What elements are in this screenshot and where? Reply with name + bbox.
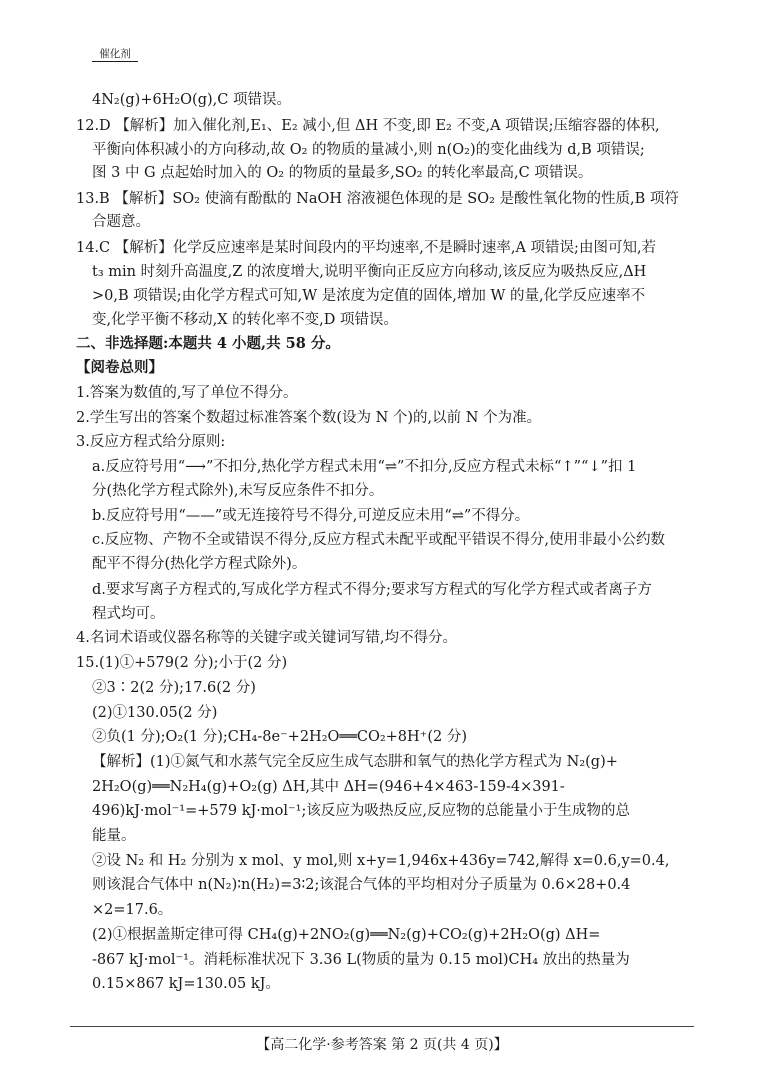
text-line: 2.学生写出的答案个数超过标准答案个数(设为 N 个)的,以前 N 个为准。 bbox=[76, 410, 542, 426]
text-line: 13.B 【解析】SO₂ 使滴有酚酞的 NaOH 溶液褪色体现的是 SO₂ 是酸性氧化物的性质,B 项符 bbox=[76, 191, 679, 207]
text-line: c.反应物、产物不全或错误不得分,反应方程式未配平或配平错误不得分,使用非最小公约数 bbox=[92, 532, 665, 548]
text-line: t₃ min 时刻升高温度,Z 的浓度增大,说明平衡向正反应方向移动,该反应为吸热反应,ΔH bbox=[92, 264, 647, 280]
text-line: ②负(1 分);O₂(1 分);CH₄-8e⁻+2H₂O══CO₂+8H⁺(2 分) bbox=[92, 729, 467, 745]
section-heading: 二、非选择题:本题共 4 小题,共 58 分。 bbox=[76, 335, 340, 352]
catalyst-condition: 催化剂 bbox=[92, 48, 138, 62]
text-line: >0,B 项错误;由化学方程式可知,W 是浓度为定值的固体,增加 W 的量,化学反应速率不 bbox=[92, 288, 646, 304]
footer-text: 【高二化学·参考答案 第 2 页(共 4 页)】 bbox=[256, 1037, 508, 1053]
text-line: 1.答案为数值的,写了单位不得分。 bbox=[76, 385, 298, 401]
text-line: 配平不得分(热化学方程式除外)。 bbox=[92, 556, 307, 572]
text-line: 4.名词术语或仪器名称等的关键字或关键词写错,均不得分。 bbox=[76, 630, 457, 646]
text-line: 14.C 【解析】化学反应速率是某时间段内的平均速率,不是瞬时速率,A 项错误;由图可知,若 bbox=[76, 240, 657, 256]
text-line: ×2=17.6。 bbox=[92, 902, 173, 918]
text-line: 0.15×867 kJ=130.05 kJ。 bbox=[92, 976, 280, 992]
text-line: 3.反应方程式给分原则: bbox=[76, 434, 226, 450]
text-line: -867 kJ·mol⁻¹。消耗标准状况下 3.36 L(物质的量为 0.15 mol)CH₄ 放出的热量为 bbox=[92, 952, 630, 968]
footer-divider bbox=[70, 1026, 694, 1027]
text-line: a.反应符号用“⟶”不扣分,热化学方程式未用“⇌”不扣分,反应方程式未标“↑”“↓”扣 1 bbox=[92, 459, 637, 475]
text-line: b.反应符号用“——”或无连接符号不得分,可逆反应未用“⇌”不得分。 bbox=[92, 508, 530, 524]
text-line: 496)kJ·mol⁻¹=+579 kJ·mol⁻¹;该反应为吸热反应,反应物的总能量小于生成物的总 bbox=[92, 803, 630, 819]
text-line: d.要求写离子方程式的,写成化学方程式不得分;要求写方程式的写化学方程式或者离子方 bbox=[92, 582, 652, 598]
text-line: 【解析】(1)①氮气和水蒸气完全反应生成气态肼和氧气的热化学方程式为 N₂(g)+ bbox=[92, 754, 618, 770]
text-line: ②3∶2(2 分);17.6(2 分) bbox=[92, 680, 256, 696]
text-line: 2H₂O(g)══N₂H₄(g)+O₂(g) ΔH,其中 ΔH=(946+4×463-159-4×391- bbox=[92, 779, 565, 795]
text-line: 能量。 bbox=[92, 828, 136, 844]
section-heading: 【阅卷总则】 bbox=[76, 359, 163, 376]
text-line: 变,化学平衡不移动,X 的转化率不变,D 项错误。 bbox=[92, 312, 398, 328]
text-line: 合题意。 bbox=[92, 214, 150, 230]
text-line: 分(热化学方程式除外),未写反应条件不扣分。 bbox=[92, 483, 384, 499]
text-line: 4N₂(g)+6H₂O(g),C 项错误。 bbox=[92, 92, 291, 108]
text-line: 程式均可。 bbox=[92, 606, 165, 622]
text-line: (2)①根据盖斯定律可得 CH₄(g)+2NO₂(g)══N₂(g)+CO₂(g)+2H₂O(g) ΔH= bbox=[92, 927, 601, 943]
text-line: 平衡向体积减小的方向移动,故 O₂ 的物质的量减小,则 n(O₂)的变化曲线为 d,B 项错误; bbox=[92, 142, 645, 158]
text-line: ②设 N₂ 和 H₂ 分别为 x mol、y mol,则 x+y=1,946x+436y=742,解得 x=0.6,y=0.4, bbox=[92, 853, 670, 869]
page-footer bbox=[0, 1034, 764, 1054]
text-line: 图 3 中 G 点起始时加入的 O₂ 的物质的量最多,SO₂ 的转化率最高,C 项错误。 bbox=[92, 165, 593, 181]
text-line: 15.(1)①+579(2 分);小于(2 分) bbox=[76, 655, 288, 671]
text-line: (2)①130.05(2 分) bbox=[92, 705, 218, 721]
text-line: 则该混合气体中 n(N₂)∶n(H₂)=3∶2;该混合气体的平均相对分子质量为 0.6×28+0.4 bbox=[92, 877, 631, 893]
text-line: 12.D 【解析】加入催化剂,E₁、E₂ 减小,但 ΔH 不变,即 E₂ 不变,A 项错误;压缩容器的体积, bbox=[76, 118, 660, 134]
